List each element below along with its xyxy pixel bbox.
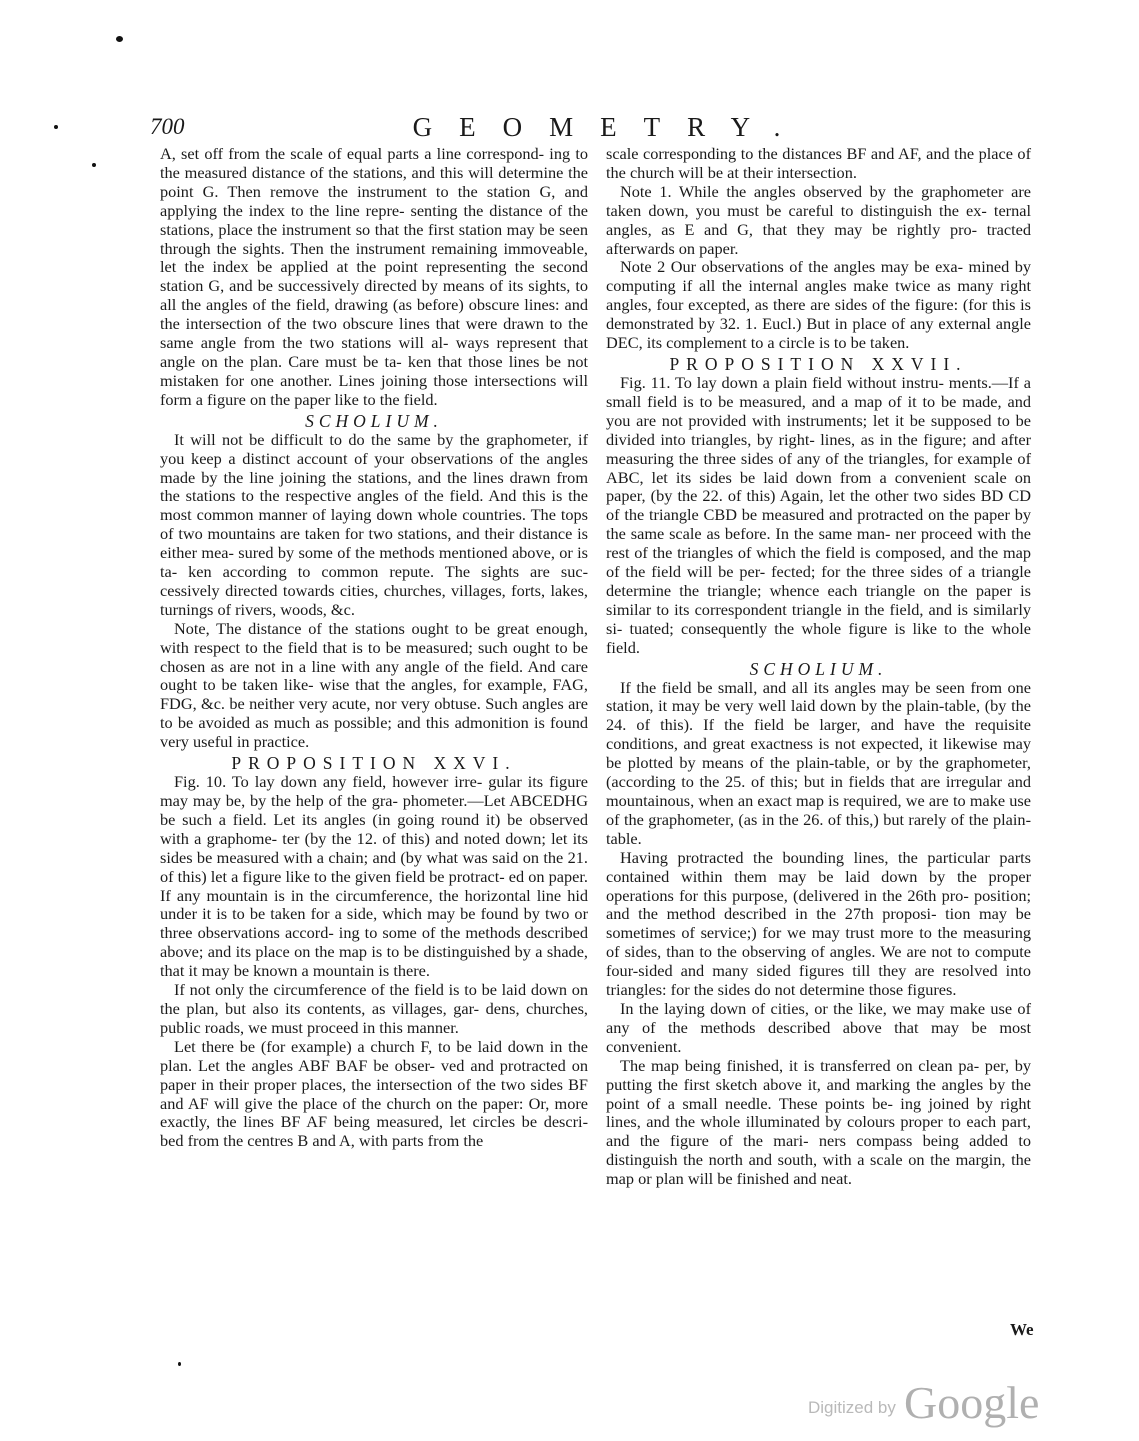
paragraph: It will not be difficult to do the same by the graphometer, if you keep a distinct account of your observations of the angles made by the line joining the stations, and the lines drawn from the stations to the respective angles of the field. And this is the most common manner of laying down whole countries. The tops of two mountains are taken for two stations, and their distance is either mea- sured by some of the methods mentioned above, or is ta- ken according to common repute. The sights are suc- cessively directed towards cities, churches, villages, forts, lakes, turnings of rivers, woods, &c. (160, 429, 588, 619)
google-logo: Google (904, 1377, 1040, 1428)
scholium-heading: SCHOLIUM. (749, 658, 888, 679)
scan-speck (92, 163, 96, 167)
page-header (150, 112, 1030, 142)
scan-speck (116, 36, 123, 42)
proposition-heading: PROPOSITION XXVII. (669, 353, 968, 374)
paragraph: Let there be (for example) a church F, to be laid down in the plan. Let the angles ABF BAF be obser- ved and protracted on paper in their proper places, the intersection of the two sides BF and AF will give the place of the church on the paper: Or, more exactly, the lines BF AF being measured, let circles be descri- bed from the centres B and A, with parts from the (160, 1036, 588, 1151)
scholium-heading: SCHOLIUM. (305, 410, 443, 431)
paragraph: A, set off from the scale of equal parts a line correspond- ing to the measured distance of the stations, and this will determine the point G. Then remove the instrument to the station G, and applying the index to the line repre- senting the distance of the stations, place the instrument so that the first station may be seen through the sights. Then the instrument remaining immoveable, let the index be applied at the point representing the second station G, and be successively directed by means of its sights, to all the angles of the field, drawing (as before) obscure lines: and the intersection of the two obscure lines that were drawn to the same angle from the two stations will al- ways represent that angle on the plan. Care must be ta- ken that those lines be not mistaken for one another. Lines joining those intersections will form a figure on the paper like to the field. (160, 144, 588, 409)
paragraph: Fig. 11. To lay down a plain field without instru- ments.—If a small field is to be measured, and a map of it to be made, and you are not provided with instruments; let it be supposed to be divided into triangles, by right- lines, as in the figure; and after measuring the three sides of any of the triangles, for example of ABC, let its sides be laid down from a convenient scale on paper, (by the 22. of this) Again, let the other two sides BD CD of the triangle CBD be measured and protracted on the paper by the same scale as before. In the same man- ner proceed with the rest of the triangles of which the field is composed, and the map of the field will be per- fected; for the three sides of a triangle determine the triangle; whence each triangle on the paper is similar to its correspondent triangle in the field, and is similarly si- tuated; consequently the whole figure is like to the whole field. (606, 372, 1031, 657)
paragraph: In the laying down of cities, or the like, we may make use of any of the methods described above that may be most convenient. (606, 998, 1031, 1056)
paragraph: Note 2 Our observations of the angles may be exa- mined by computing if all the internal angles make twice as many right angles, four excepted, as there are sides of the figure: (for this is demonstrated by 32. 1. Eucl.) But in place of any external angle DEC, its complement to a circle is to be taken. (606, 257, 1031, 353)
scan-speck (178, 1362, 181, 1366)
paragraph: If the field be small, and all its angles may be seen from one station, it may be very well laid down by the plain-table, (by the 24. of this). If the field be larger, and have the requisite conditions, and great exactness is not expected, it likewise may be plotted by means of the plain-table, or by the graphometer, (according to the 25. of this; but in fields that are irregular and mountainous, when an exact map is required, we are to make use of the graphometer, (as in the 26. of this,) but rarely of the plain-table. (606, 677, 1031, 848)
page-number: 700 (150, 114, 185, 139)
paragraph: Fig. 10. To lay down any field, however irre- gular its figure may may be, by the help of the gra- phometer.—Let ABCEDHG be such a field. Let its angles (in going round it) be observed with a graphome- ter (by the 12. of this) and noted down; let its sides be measured with a chain; and (by what was said on the 21. of this) let a figure like to the given field be protract- ed on paper. If any mountain is in the circumference, the horizontal line hid under it is to be taken for a side, which may be found by two or three observations accord- ing to some of the methods described above; and its place on the map is to be distinguished by a shade, that it may be known a mountain is there. (160, 772, 588, 981)
paragraph: Note 1. While the angles observed by the graphometer are taken down, you must be careful to distinguish the ex- ternal angles, as E and G, that they may be rightly pro- tracted afterwards on paper. (606, 181, 1031, 258)
catchword: We (1010, 1320, 1034, 1339)
paragraph: Having protracted the bounding lines, the particular parts contained within them may be laid down by the proper operations for this purpose, (delivered in the 26th pro- position; and the method described in the 27th proposi- tion may be sometimes of service;) for we may trust more to the measuring of sides, than to the observing of angles. We are not to compute four-sided and many sided figures till they are resolved into triangles: for the sides do not determine those figures. (606, 847, 1031, 1000)
paragraph: scale corresponding to the distances BF and AF, and the place of the church will be at their intersection. (606, 144, 1031, 182)
paragraph: If not only the circumference of the field is to be laid down on the plan, but also its contents, as villages, gar- dens, churches, public roads, we must proceed in this manner. (160, 980, 588, 1037)
running-title: GEOMETRY. (412, 112, 808, 142)
proposition-heading: PROPOSITION XXVI. (231, 753, 517, 774)
paragraph: The map being finished, it is transferred on clean pa- per, by putting the first sketch above it, and marking the angles by the point of a small needle. These points be- ing joined by right lines, and the whole illuminated by colours proper to each part, and the figure of the mari- ners compass being added to distinguish the north and south, with a scale on the margin, the map or plan will be finished and neat. (606, 1055, 1031, 1189)
watermark-prefix: Digitized by (808, 1398, 896, 1417)
right-column (606, 145, 1031, 1189)
paragraph: Note, The distance of the stations ought to be great enough, with respect to the field that is to be measured; such ought to be chosen as are not in a line with any angle of the field. And care ought to be taken like- wise that the angles, for example, FAG, FDG, &c. be neither very acute, nor very obtuse. Such angles are to be avoided as much as possible; and this admonition is found very useful in practice. (160, 618, 588, 752)
left-column (160, 145, 588, 1151)
scan-speck (54, 125, 58, 129)
